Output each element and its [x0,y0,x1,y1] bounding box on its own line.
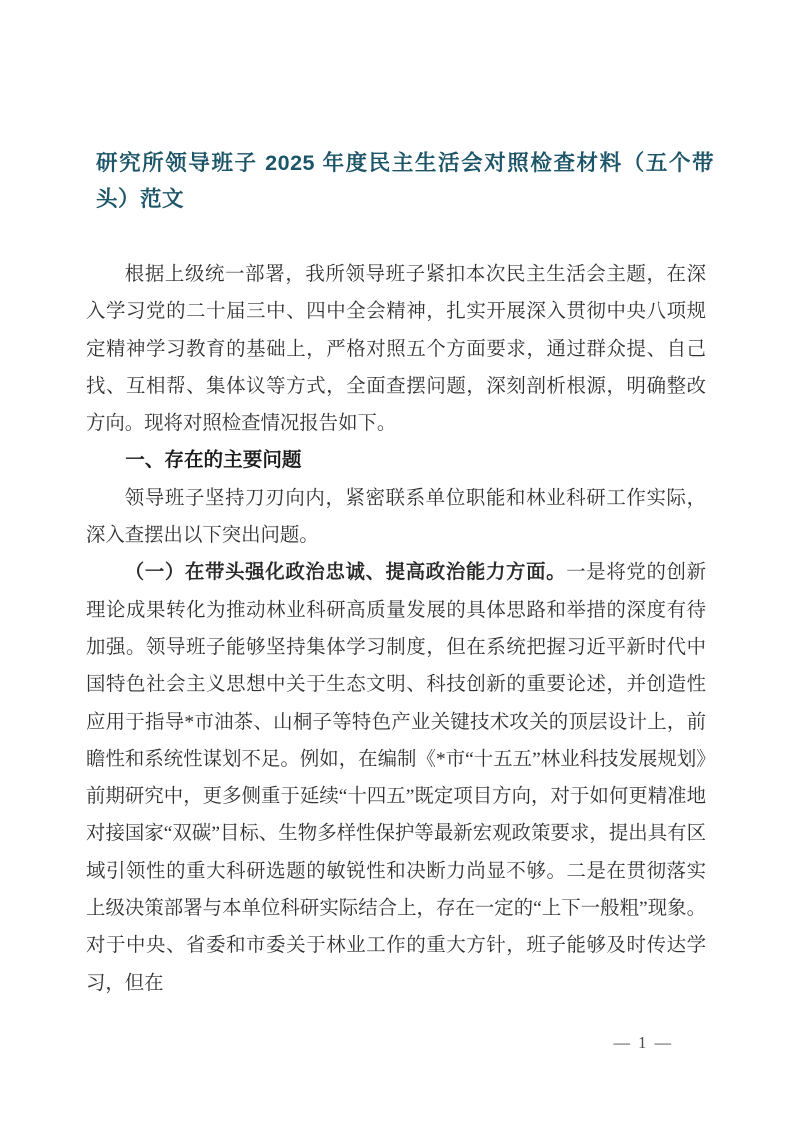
page-number: — 1 — [613,1033,673,1052]
section-heading-main-problems: 一、存在的主要问题 [125,449,302,472]
section-overview-paragraph: 领导班子坚持刀刃向内，紧密联系单位职能和林业科研工作实际，深入查摆出以下突出问题。 [86,487,706,547]
item-one-body: 一是将党的创新理论成果转化为推动林业科研高质量发展的具体思路和举措的深度有待加强。领导班子能够坚持集体学习制度，但在系统把握习近平新时代中国特色社会主义思想中关于生态文明、科技创新的重要论述，并创造性应用于指导*市油茶、山桐子等特色产业关键技术攻关的顶层设计上，前瞻性和系统性谋划不足。例如，在编制《*市“十五五”林业科技发展规划》前期研究中，更多侧重于延续“十四五”既定项目方向，对于如何更精准地对接国家“双碳”目标、生物多样性保护等最新宏观政策要求，提出具有区域引领性的重大科研选题的敏锐性和决断力尚显不够。二是在贯彻落实上级决策部署与本单位科研实际结合上，存在一定的“上下一般粗”现象。对于中央、省委和市委关于林业工作的重大方针，班子能够及时传达学习，但在 [86,562,707,994]
document-body [86,256,706,1002]
document-title: 研究所领导班子 2025 年度民主生活会对照检查材料（五个带头）范文 [96,151,714,211]
intro-paragraph: 根据上级统一部署，我所领导班子紧扣本次民主生活会主题，在深入学习党的二十届三中、四中全会精神，扎实开展深入贯彻中央八项规定精神学习教育的基础上，严格对照五个方面要求，通过群众提、自己找、互相帮、集体议等方式，全面查摆问题，深刻剖析根源，明确整改方向。现将对照检查情况报告如下。 [86,264,706,435]
item-one-lead: （一）在带头强化政治忠诚、提高政治能力方面。 [124,562,567,584]
item-one-paragraph [86,554,706,1002]
